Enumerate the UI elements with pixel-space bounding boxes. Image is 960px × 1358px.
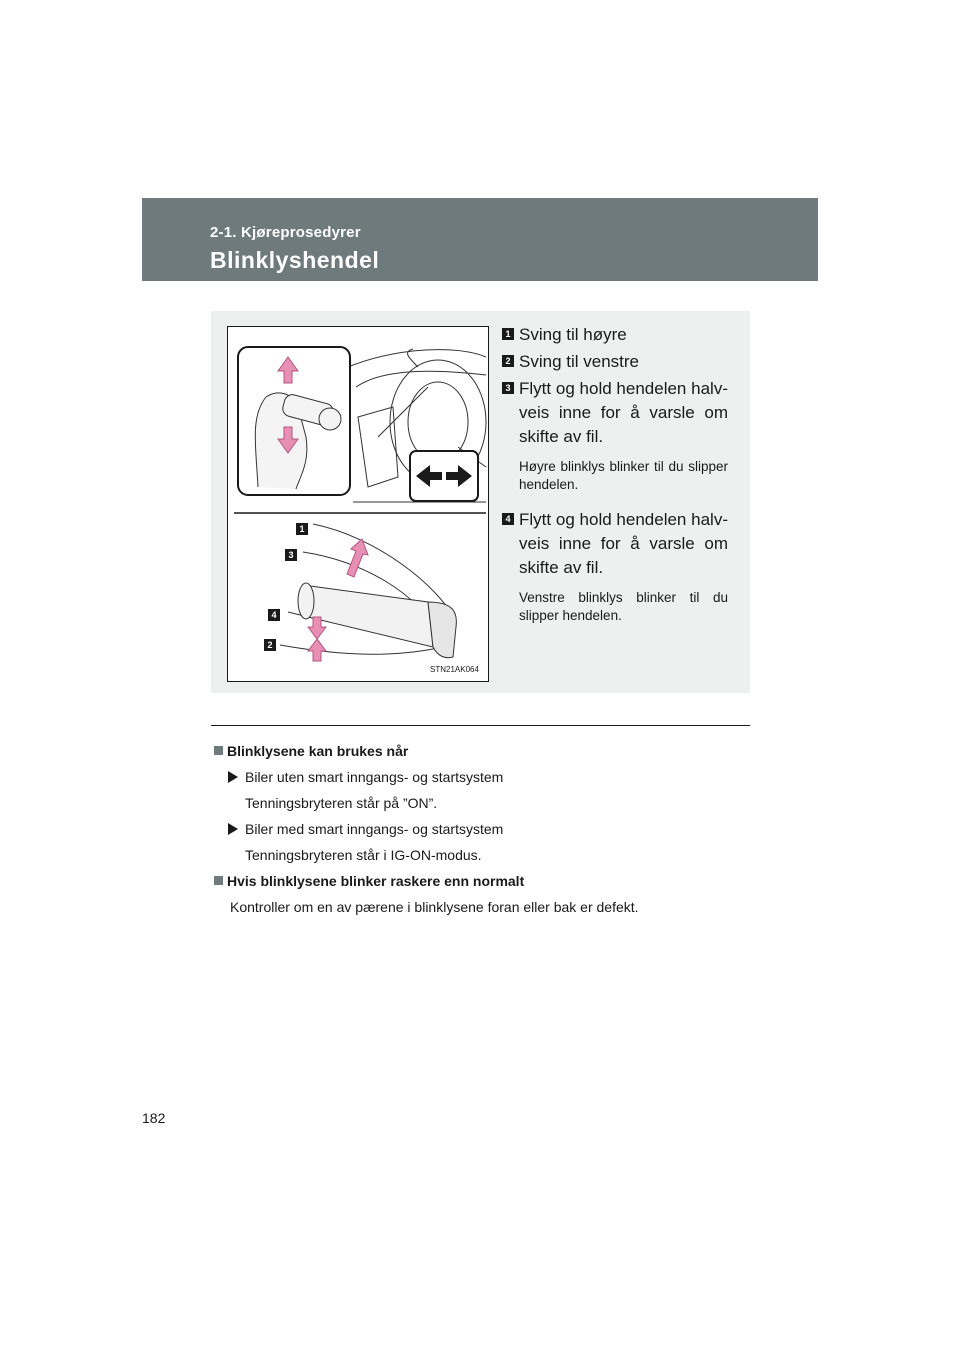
triangle-bullet-icon [228, 771, 238, 783]
item-label: Flytt og hold hendelen halv-veis inne for å varsle om skifte av fil. [519, 510, 728, 577]
callout-marker: 4 [268, 609, 280, 621]
callout-marker: 2 [264, 639, 276, 651]
item-label: Flytt og hold hendelen halv-veis inne for å varsle om skifte av fil. [519, 379, 728, 446]
square-bullet-icon [214, 876, 223, 885]
lever-drawing [228, 327, 488, 681]
item-number: 1 [502, 328, 514, 340]
note-heading [212, 872, 752, 890]
list-item [502, 508, 728, 625]
page-title: Blinklyshendel [210, 247, 380, 273]
item-label: Sving til høyre [519, 325, 627, 344]
list-item [502, 350, 728, 374]
note-heading-text: Blinklysene kan brukes når [227, 743, 409, 759]
note-bullet [212, 820, 752, 838]
item-note: Høyre blinklys blinker til du slipper hendelen. [519, 459, 728, 492]
page-number: 182 [142, 1110, 166, 1126]
callout-marker: 3 [285, 549, 297, 561]
note-heading [212, 742, 752, 760]
item-number: 4 [502, 513, 514, 525]
item-label: Sving til venstre [519, 352, 639, 371]
note-bullet-text: Biler uten smart inngangs- og startsystem [245, 769, 504, 785]
turn-signal-illustration [227, 326, 489, 682]
section-header [142, 198, 818, 281]
note-bullet [212, 768, 752, 786]
figure-code: STN21AK064 [430, 665, 479, 674]
item-number: 2 [502, 355, 514, 367]
list-item [502, 323, 728, 347]
item-number: 3 [502, 382, 514, 394]
note-bullet-text: Biler med smart inngangs- og startsystem [245, 821, 504, 837]
square-bullet-icon [214, 746, 223, 755]
note-body: Kontroller om en av pærene i blinklysene foran eller bak er defekt. [230, 899, 639, 915]
note-body: Tenningsbryteren står på ”ON”. [245, 795, 438, 811]
note-body: Tenningsbryteren står i IG-ON-modus. [245, 847, 482, 863]
note-heading-text: Hvis blinklysene blinker raskere enn normalt [227, 873, 525, 889]
callout-marker: 1 [296, 523, 308, 535]
instruction-list [502, 323, 728, 639]
section-divider [211, 725, 750, 726]
item-note: Venstre blinklys blinker til du slipper hendelen. [519, 590, 728, 623]
list-item [502, 377, 728, 494]
triangle-bullet-icon [228, 823, 238, 835]
section-label: 2-1. Kjøreprosedyrer [210, 224, 361, 241]
notes-section [212, 742, 752, 924]
